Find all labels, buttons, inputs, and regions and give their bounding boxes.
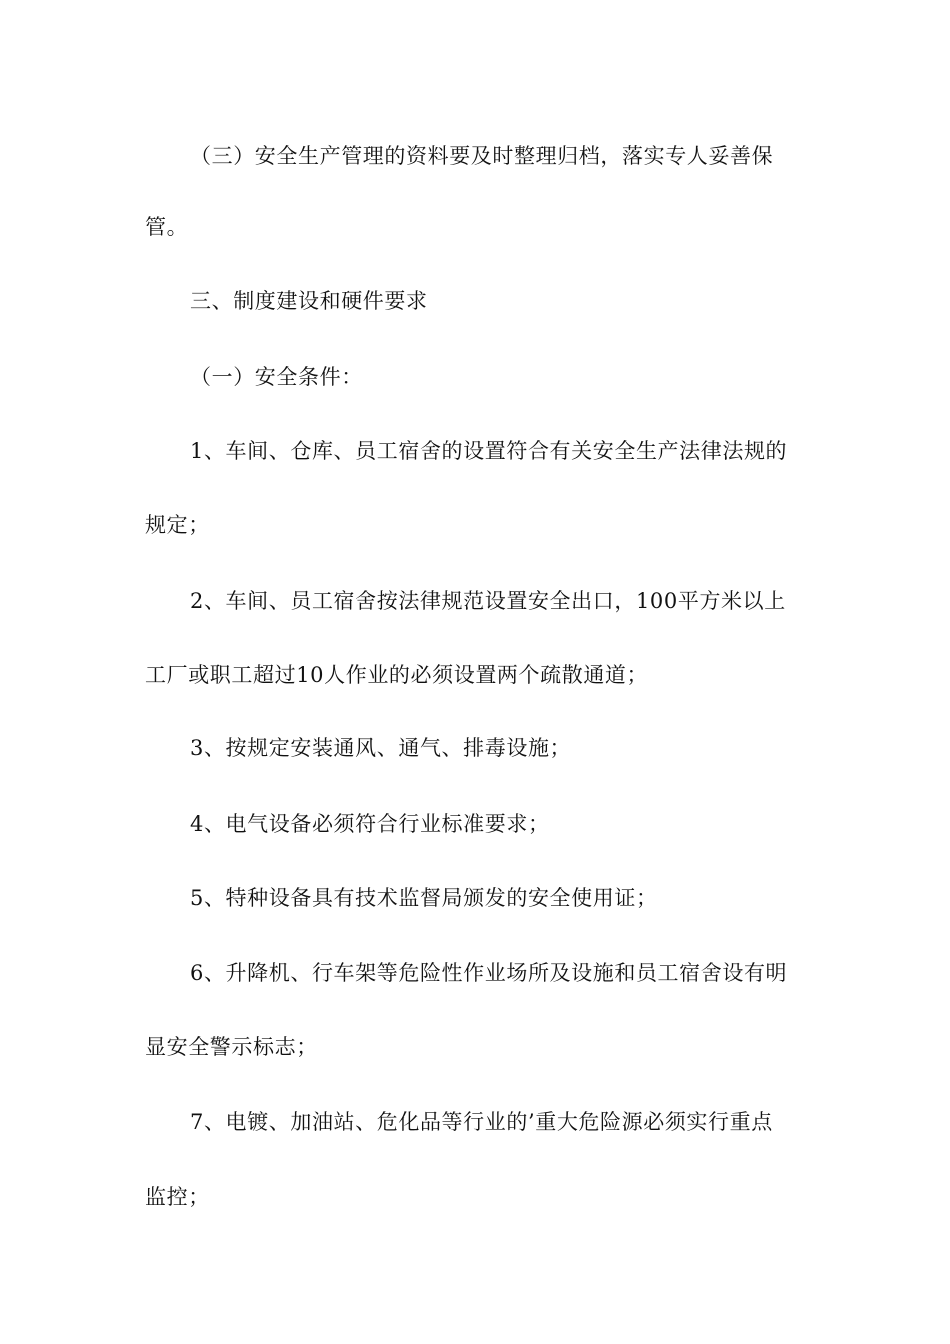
- item-3: 3、按规定安装通风、通气、排毒设施；: [190, 736, 572, 760]
- item-2-line-2: 工厂或职工超过10人作业的必须设置两个疏散通道；: [145, 663, 649, 687]
- paragraph-3-line-1: （三）安全生产管理的资料要及时整理归档，落实专人妥善保: [190, 144, 774, 168]
- section-heading-3: 三、制度建设和硬件要求: [190, 289, 428, 313]
- item-4: 4、电气设备必须符合行业标准要求；: [190, 812, 550, 836]
- subsection-heading-1: （一）安全条件：: [190, 365, 363, 389]
- item-7-line-2: 监控；: [145, 1185, 210, 1209]
- item-2-line-1: 2、车间、员工宿舍按法律规范设置安全出口，100平方米以上: [190, 589, 786, 613]
- item-5: 5、特种设备具有技术监督局颁发的安全使用证；: [190, 886, 658, 910]
- item-7-line-1: 7、电镀、加油站、危化品等行业的’重大危险源必须实行重点: [190, 1110, 773, 1134]
- item-6-line-1: 6、升降机、行车架等危险性作业场所及设施和员工宿舍设有明: [190, 961, 788, 985]
- item-6-line-2: 显安全警示标志；: [145, 1035, 318, 1059]
- item-1-line-1: 1、车间、仓库、员工宿舍的设置符合有关安全生产法律法规的: [190, 439, 788, 463]
- item-1-line-2: 规定；: [145, 513, 210, 537]
- paragraph-3-line-2: 管。: [145, 215, 189, 239]
